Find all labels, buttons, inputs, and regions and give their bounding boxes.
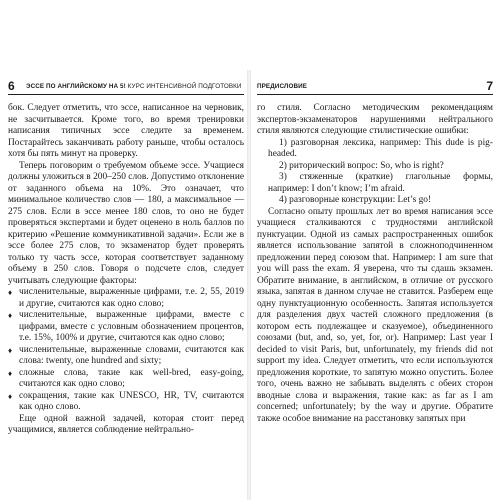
paragraph: го стиля. Согласно методическим рекомендациям экспертов-экзаменаторов нарушениями нейтрального стиля являются следующие стилистические ошибки:	[257, 103, 493, 136]
left-page	[8, 80, 244, 437]
list-item: 3) стяженные (краткие) глагольные формы, например: I don’t know; I’m afraid.	[268, 172, 493, 194]
left-page-body	[8, 103, 244, 437]
left-page-number: 6	[8, 79, 15, 93]
paragraph: Согласно опыту прошлых лет во время написания эссе учащиеся сталкиваются с трудностями английской пунктуации. Одной из самых распространенных ошибок является использование запятой в сложноподчиненном предложении перед союзом that. Например: I am sure that you will pass the exam. Я уверена, что ты сдашь экзамен. Обратите внимание, в английском, в отличие от русского языка, запятая в данном случае не ставится. Разберем еще одну пунктуационную особенность. Запятая используется для разделения двух частей сложного предложения (в котором есть подлежащее и сказуемое), объединенного союзами (but, and, so, yet, for, or). Например: Last year I decided to visit Paris, but, unfortunately, my friends did not support my idea. Следует отметить, что если используются предложения короткие, то запятую можно опустить. Более того, очень важно не забывать выделять с обеих сторон вводные слова и выражения, такие как: as far as I am concerned; unfortunately; by the way и другие. Обратите также особое внимание на расстановку запятых при	[257, 206, 493, 424]
bullet-item: ♦ численительные, выраженные словами, считаются как слова: twenty, one hundred and sixty;	[8, 345, 244, 368]
paragraph: Еще одной важной задачей, которая стоит перед учащимися, является соблюдение нейтрально-	[8, 413, 244, 435]
bullet-item: ♦ сокращения, такие как UNESCO, HR, TV, считаются как одно слово.	[8, 391, 244, 414]
right-page-number: 7	[486, 79, 493, 93]
bullet-item: ♦ численительные, выраженные цифрами, вместе с цифрами, вместе с условным обозначением процентов, т.е. 15%, 100% и другие, считаются как одно слово;	[8, 310, 244, 345]
book-gutter	[247, 70, 251, 500]
list-item: 2) риторический вопрос: So, who is right?	[279, 160, 444, 171]
list-item: 4) разговорные конструкции: Let’s go!	[279, 195, 432, 205]
left-page-header	[8, 80, 244, 95]
right-page-header	[257, 80, 493, 95]
bullet-item: ♦ сложные слова, такие как well-bred, easy-going, считаются как одно слово;	[8, 368, 244, 391]
paragraph: бок. Следует отметить, что эссе, написанное на черновик, не засчитывается. Кроме того, во время тренировки написания типичных эссе следите за временем. Постарайтесь заканчивать работу раньше, чтобы осталось хотя бы пять минут на проверку.	[8, 103, 244, 159]
right-page	[257, 80, 493, 425]
right-running-title: ПРЕДИСЛОВИЕ	[257, 83, 308, 90]
bullet-list	[8, 287, 244, 414]
paragraph: Теперь поговорим о требуемом объеме эссе. Учащиеся должны уложиться в 200–250 слов. Допустимо отклонение от заданного объема на 10%. Это означает, что минимальное количество слов — 180, а максимальное — 275 слов. Если в эссе менее 180 слов, то оно не будет проверяться экспертами и будет оценено в ноль баллов по критерию «Решение коммуникативной задачи». Если же в эссе более 275 слов, то экзаменатор будет проверять только ту часть эссе, которая соответствует заданному объему в 250 слов. Говоря о подсчете слов, следует учитывать следующие факторы:	[8, 160, 244, 286]
list-item: 1) разговорная лексика, например: This dude is pig-headed.	[268, 137, 493, 159]
running-title-rest: КУРС ИНТЕНСИВНОЙ ПОДГОТОВКИ	[125, 83, 242, 90]
running-title-bold: ЭССЕ ПО АНГЛИЙСКОМУ НА 5!	[26, 83, 126, 90]
bullet-item: ♦ численительные, выраженные цифрами, т.е. 2, 55, 2019 и другие, считаются как одно слово;	[8, 287, 244, 310]
right-page-body	[257, 103, 493, 425]
left-running-title	[26, 83, 242, 90]
